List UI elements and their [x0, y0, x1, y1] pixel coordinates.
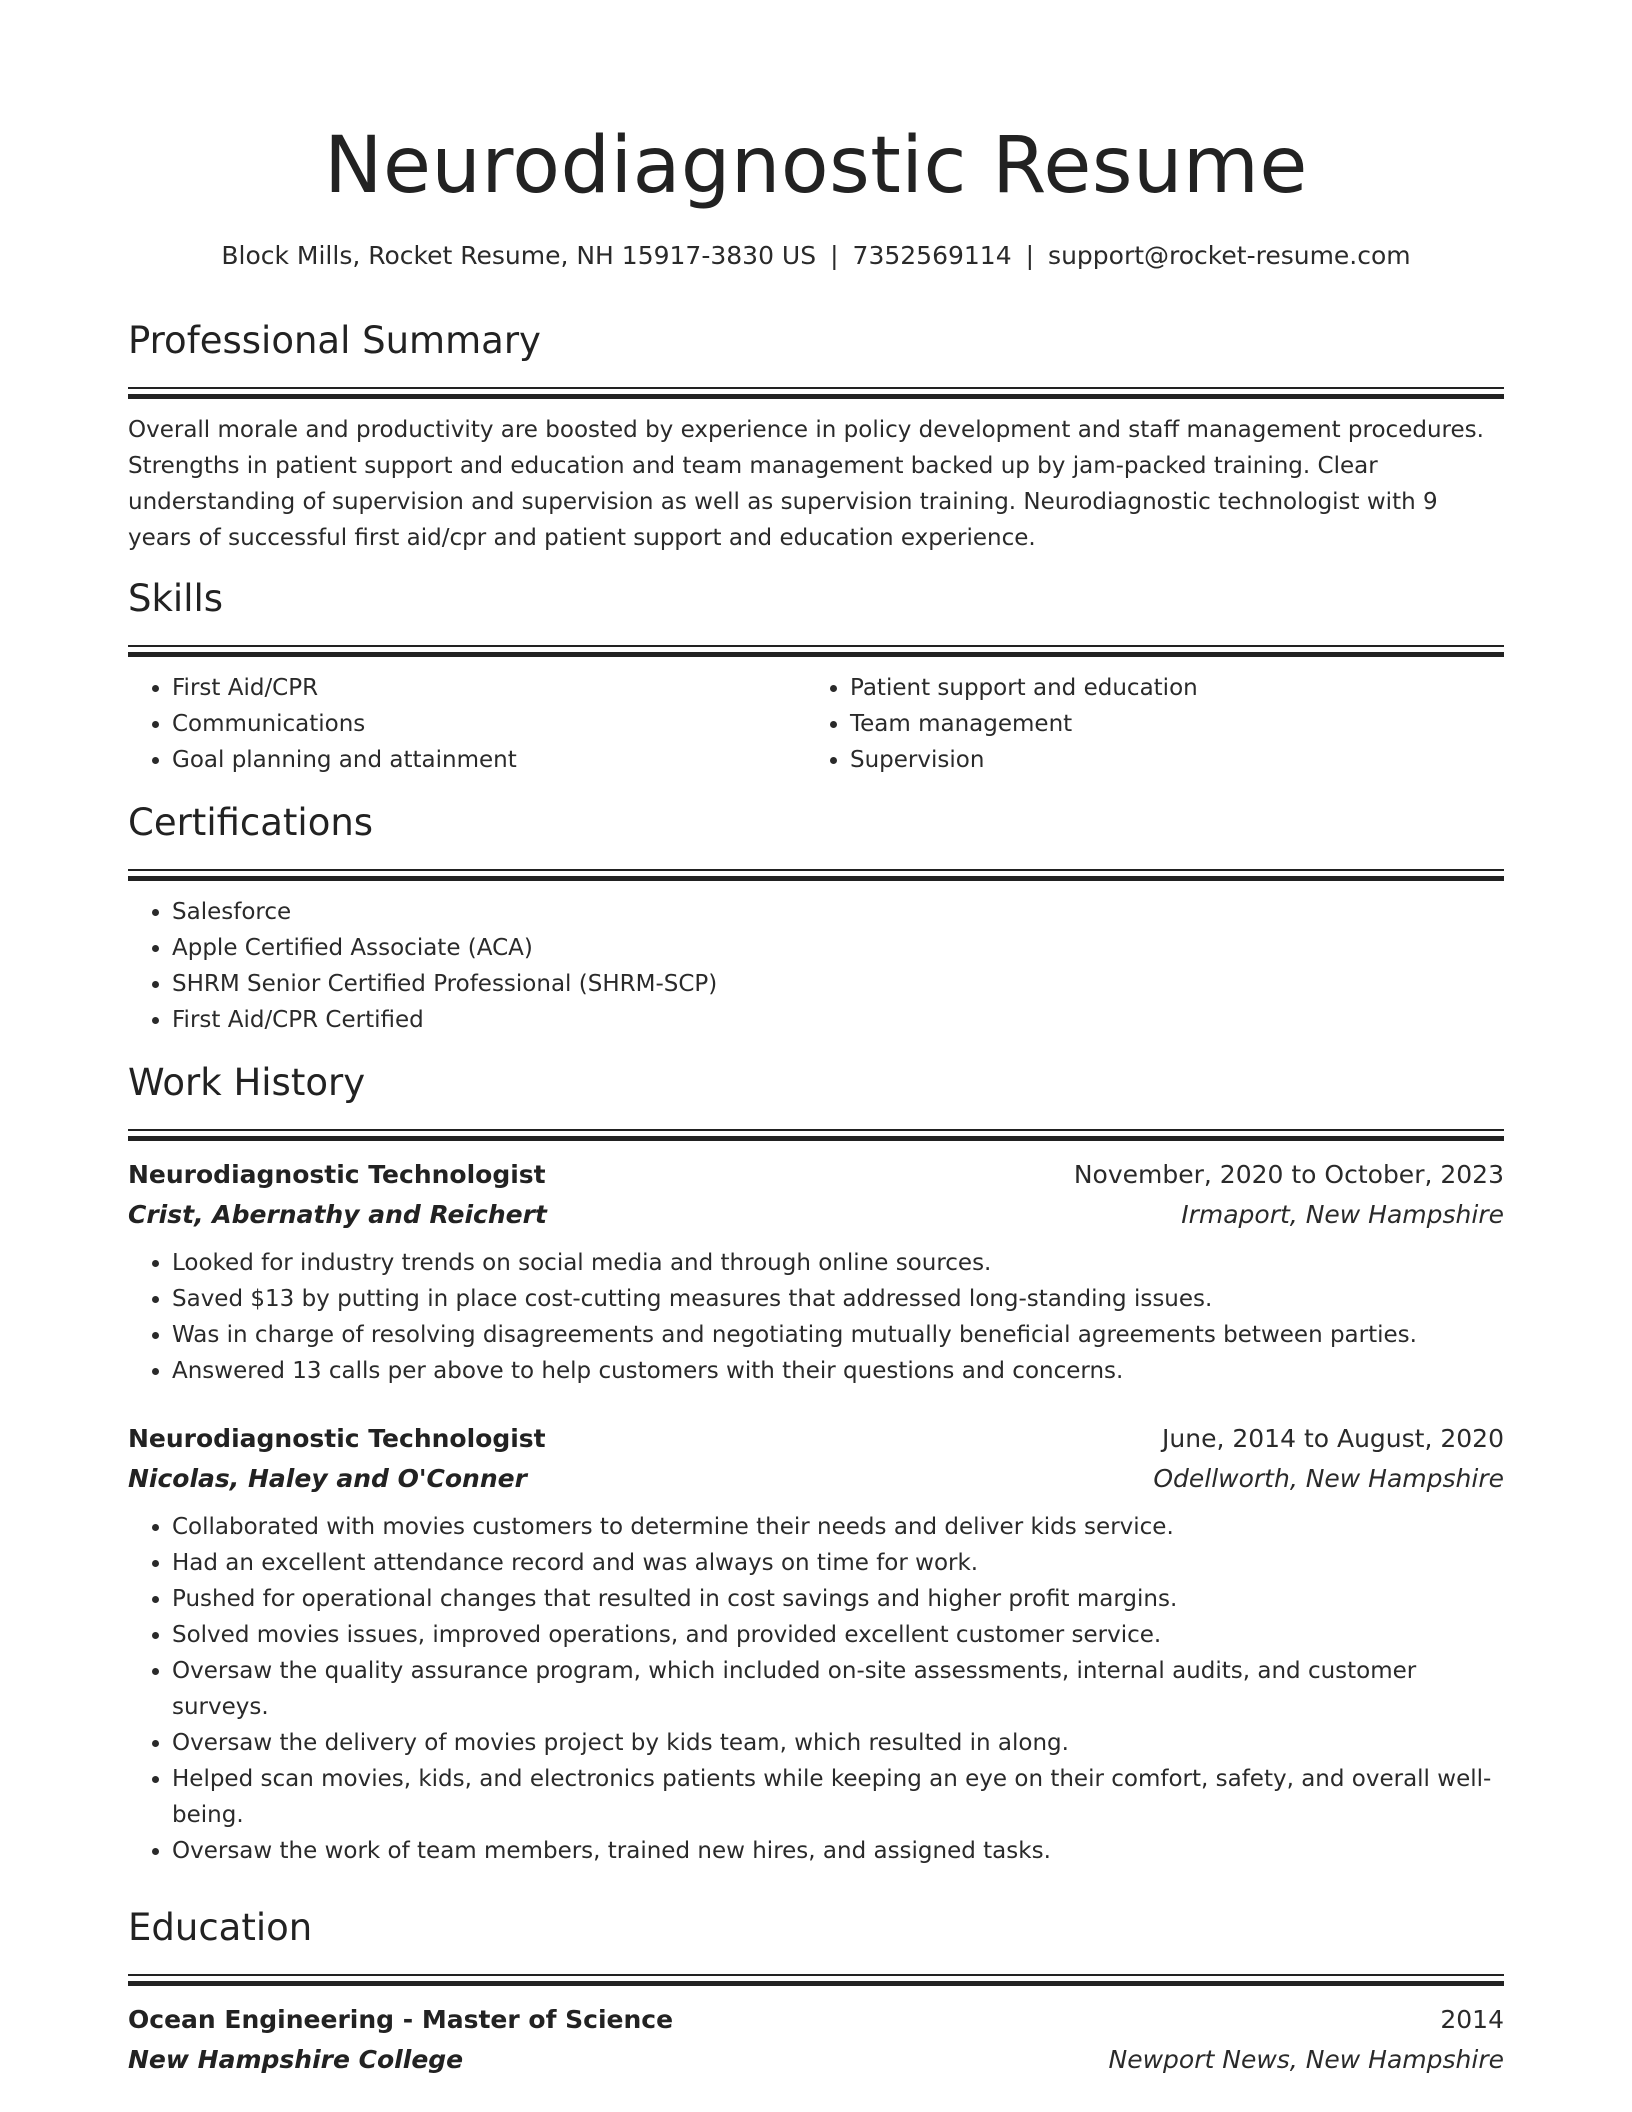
- job-company: Nicolas, Haley and O'Conner: [128, 1464, 527, 1493]
- certification-item: • Salesforce: [172, 894, 1504, 930]
- job-bullet: • Saved $13 by putting in place cost-cutting measures that addressed long-standing issues.: [172, 1281, 1504, 1317]
- contact-address: Block Mills, Rocket Resume, NH 15917-3830 US: [221, 241, 817, 270]
- job-bullet: • Was in charge of resolving disagreements and negotiating mutually beneficial agreements between parties.: [172, 1317, 1504, 1353]
- job-bullet: • Pushed for operational changes that resulted in cost savings and higher profit margins.: [172, 1581, 1504, 1617]
- contact-phone: 7352569114: [852, 241, 1012, 270]
- job-dates: November, 2020 to October, 2023: [1073, 1160, 1504, 1189]
- education-location: Newport News, New Hampshire: [1108, 2045, 1504, 2074]
- job-entry: [128, 1419, 1504, 1869]
- contact-separator: |: [1025, 241, 1035, 270]
- section-divider-thick: [128, 1981, 1504, 1986]
- section-divider-thick: [128, 1136, 1504, 1141]
- job-title: Neurodiagnostic Technologist: [128, 1424, 546, 1453]
- skill-item: • Team management: [850, 706, 1484, 742]
- contact-line: [128, 238, 1504, 274]
- job-dates: June, 2014 to August, 2020: [1162, 1424, 1504, 1453]
- summary-section: [128, 317, 1504, 556]
- certification-item: • First Aid/CPR Certified: [172, 1002, 1504, 1038]
- job-bullet: • Had an excellent attendance record and was always on time for work.: [172, 1545, 1504, 1581]
- section-title: Skills: [128, 577, 224, 620]
- section-divider-thin: [128, 869, 1504, 871]
- skill-item: • Patient support and education: [850, 670, 1484, 706]
- skill-item: • Supervision: [850, 742, 1484, 778]
- summary-text: Overall morale and productivity are boosted by experience in policy development and staff management procedures. Strengths in patient support and education and team management backed up by jam-packed training. Clear understanding of supervision and supervision as well as supervision training. Neurodiagnostic technologist with 9 years of successful first aid/cpr and patient support and education experience.: [128, 417, 1484, 551]
- job-company: Crist, Abernathy and Reichert: [128, 1200, 547, 1229]
- contact-email: support@rocket-resume.com: [1048, 241, 1411, 270]
- skill-item: • Communications: [172, 706, 806, 742]
- job-entry: [128, 1155, 1504, 1389]
- job-title: Neurodiagnostic Technologist: [128, 1160, 546, 1189]
- section-divider-thick: [128, 394, 1504, 399]
- job-bullet: • Collaborated with movies customers to determine their needs and deliver kids service.: [172, 1509, 1504, 1545]
- section-title: Professional Summary: [128, 319, 541, 362]
- skills-column-left: [128, 657, 806, 778]
- job-location: Odellworth, New Hampshire: [1153, 1464, 1504, 1493]
- skills-columns: [128, 657, 1504, 778]
- education-year: 2014: [1440, 2005, 1504, 2034]
- skill-item: • Goal planning and attainment: [172, 742, 806, 778]
- job-bullet: • Solved movies issues, improved operations, and provided excellent customer service.: [172, 1617, 1504, 1653]
- job-bullet: • Oversaw the quality assurance program, which included on-site assessments, internal audits, and customer surveys.: [172, 1653, 1504, 1725]
- education-section: [128, 1904, 1504, 2080]
- work-history-section: [128, 1059, 1504, 1869]
- section-divider-thick: [128, 876, 1504, 881]
- section-divider-thin: [128, 387, 1504, 389]
- resume-title: Neurodiagnostic Resume: [324, 121, 1308, 211]
- education-degree: Ocean Engineering - Master of Science: [128, 2005, 674, 2034]
- skills-column-right: [806, 657, 1484, 778]
- job-location: Irmaport, New Hampshire: [1181, 1200, 1504, 1229]
- education-entry: [128, 2000, 1504, 2080]
- certifications-section: [128, 799, 1504, 1038]
- job-bullet: • Answered 13 calls per above to help customers with their questions and concerns.: [172, 1353, 1504, 1389]
- job-bullet: • Oversaw the work of team members, trained new hires, and assigned tasks.: [172, 1833, 1504, 1869]
- section-title: Education: [128, 1906, 313, 1949]
- job-bullet: • Oversaw the delivery of movies project by kids team, which resulted in along.: [172, 1725, 1504, 1761]
- section-divider-thin: [128, 645, 1504, 647]
- contact-separator: |: [830, 241, 839, 270]
- skill-item: • First Aid/CPR: [172, 670, 806, 706]
- education-school: New Hampshire College: [128, 2045, 464, 2074]
- skills-section: [128, 575, 1504, 778]
- job-bullet: • Helped scan movies, kids, and electronics patients while keeping an eye on their comfort, safety, and overall well-being.: [172, 1761, 1504, 1833]
- section-title: Work History: [128, 1061, 366, 1104]
- section-title: Certifications: [128, 801, 374, 844]
- section-divider-thin: [128, 1129, 1504, 1131]
- section-divider-thin: [128, 1974, 1504, 1976]
- certification-item: • Apple Certified Associate (ACA): [172, 930, 1504, 966]
- job-bullet: • Looked for industry trends on social media and through online sources.: [172, 1245, 1504, 1281]
- certification-item: • SHRM Senior Certified Professional (SHRM-SCP): [172, 966, 1504, 1002]
